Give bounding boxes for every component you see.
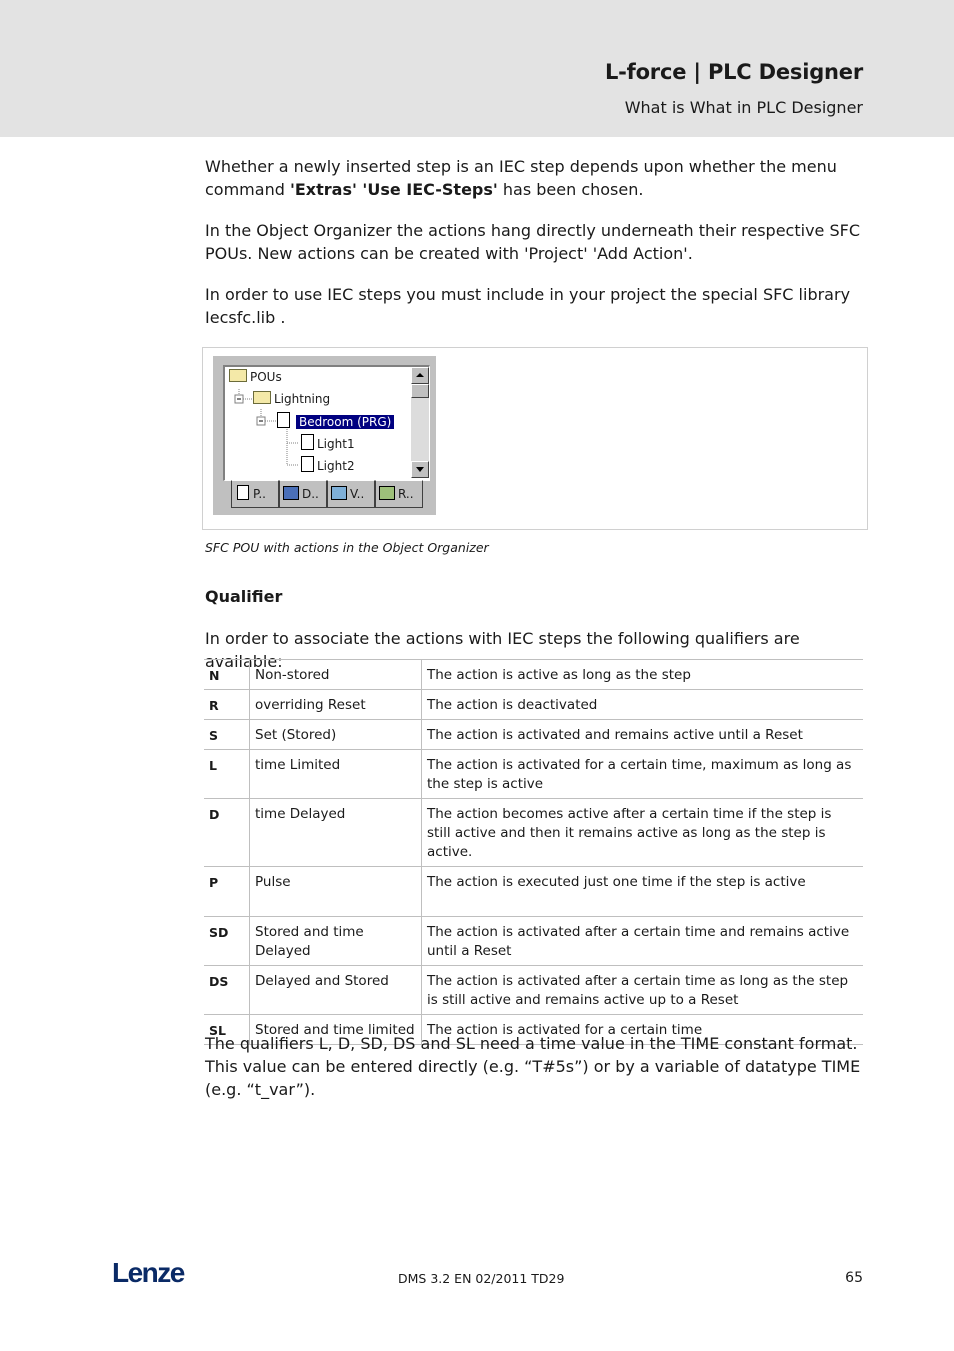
tab-resources[interactable]: R.. (375, 480, 423, 508)
page-number: 65 (845, 1270, 863, 1286)
visualization-icon (331, 486, 347, 500)
qualifier-table (204, 659, 863, 1045)
tree-item-pous[interactable]: POUs (229, 368, 285, 386)
object-organizer-screenshot (213, 356, 436, 515)
paragraph-time-format: The qualifiers L, D, SD, DS and SL need a time value in the TIME constant format. This value can be entered directly (e.g. “T#5s”) or by a variable of datatype TIME (e.g. “t_var”). (205, 1034, 861, 1099)
tree-item-light1[interactable]: Light1 (301, 434, 358, 452)
table-row: S Set (Stored) The action is activated and remains active until a Reset (204, 720, 863, 750)
lenze-logo-icon (112, 1255, 192, 1287)
paragraph-iec-step: Whether a newly inserted step is an IEC step depends upon whether the menu command 'Extras' 'Use IEC-Steps' has been chosen. (205, 157, 837, 199)
document-id: DMS 3.2 EN 02/2011 TD29 (398, 1271, 565, 1286)
svg-text:Lenze: Lenze (112, 1257, 184, 1287)
section-title: What is What in PLC Designer (624, 98, 863, 117)
tree-item-lightning[interactable]: Lightning (253, 390, 333, 408)
data-types-icon (283, 486, 299, 500)
tree-item-bedroom[interactable]: Bedroom (PRG) (277, 412, 394, 430)
table-row: L time Limited The action is activated for a certain time, maximum as long as the step is active (204, 750, 863, 799)
folder-icon (253, 391, 271, 404)
sfc-pou-icon (277, 412, 290, 428)
table-row: R overriding Reset The action is deactivated (204, 690, 863, 720)
tab-pous[interactable]: P.. (231, 480, 279, 508)
action-icon (301, 434, 314, 450)
table-row: N Non-stored The action is active as long as the step (204, 660, 863, 690)
menu-command: 'Extras' 'Use IEC-Steps' (289, 180, 498, 199)
arrow-down-icon (412, 462, 428, 477)
table-row: DS Delayed and Stored The action is activated after a certain time as long as the step is still active and remains active up to a Reset (204, 966, 863, 1015)
scroll-up-button[interactable] (411, 367, 429, 384)
pou-tree (223, 365, 430, 481)
lenze-logo (112, 1255, 192, 1291)
vertical-scrollbar[interactable] (411, 367, 429, 478)
arrow-up-icon (412, 368, 428, 383)
figure-caption: SFC POU with actions in the Object Organizer (205, 540, 489, 555)
paragraph-object-organizer: In the Object Organizer the actions hang directly underneath their respective SFC POUs. New actions can be created with 'Project' 'Add Action'. (205, 221, 860, 263)
resources-icon (379, 486, 395, 500)
folder-icon (229, 369, 247, 382)
table-row: SD Stored and time Delayed The action is activated after a certain time and remains active until a Reset (204, 917, 863, 966)
table-row: D time Delayed The action becomes active after a certain time if the step is still active and then it remains active as long as the step is active. (204, 799, 863, 867)
scroll-down-button[interactable] (411, 461, 429, 478)
paragraph-qualifiers-intro: In order to associate the actions with IEC steps the following qualifiers are available: (205, 629, 800, 671)
table-row: SL Stored and time limited The action is activated for a certain time (204, 1015, 863, 1045)
document-title: L-force | PLC Designer (604, 60, 863, 84)
pou-icon (237, 485, 249, 500)
tree-item-light2[interactable]: Light2 (301, 456, 358, 474)
section-heading: Qualifier (205, 587, 283, 606)
table-row: P Pulse The action is executed just one time if the step is active (204, 867, 863, 917)
tab-data-types[interactable]: D.. (279, 480, 327, 508)
tab-visualizations[interactable]: V.. (327, 480, 375, 508)
paragraph-library: In order to use IEC steps you must include in your project the special SFC library Iecsfc.lib . (205, 285, 851, 327)
action-icon (301, 456, 314, 472)
scroll-thumb[interactable] (411, 384, 429, 398)
